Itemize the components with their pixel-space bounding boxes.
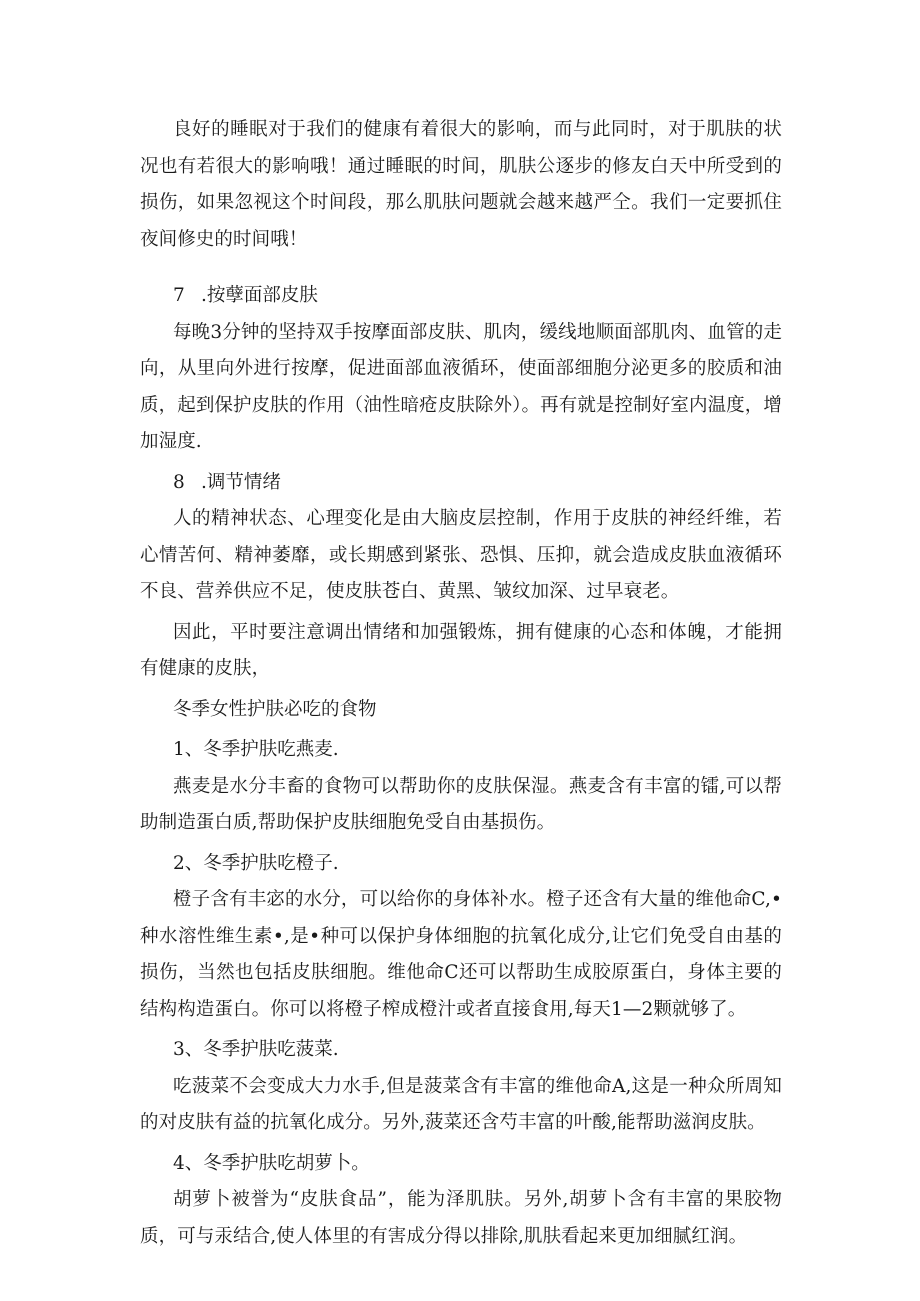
heading-text: .调节情绪 xyxy=(201,471,281,493)
paragraph-emotion-2: 因此，平时要注意调出情绪和加强锻炼，拥有健康的心态和体魄，才能拥有健康的皮肤， xyxy=(140,621,782,679)
paragraph-sleep: 良好的睡眠对于我们的健康有着很大的影响，而与此同时，对于肌肤的状况也有若很大的影响哦！通过睡眠的时间，肌肤公逐步的修友白天中所受到的损伤，如果忽视这个时间段，那么肌肤问题就会越来越严仝。我们一定要抓住夜间修史的时间哦！ xyxy=(140,119,782,250)
food-heading-orange: 2、冬季护肤吃橙子. xyxy=(173,852,339,874)
paragraph-emotion-1: 人的精神状态、心理变化是由大脑皮层控制，作用于皮肤的神经纤维，若心情苦何、精神萎靡，或长期感到紧张、恐惧、压抑，就会造成皮肤血液循环不良、营养供应不足，使皮肤苍白、黄黑、皱纹加深、过早衰老。 xyxy=(140,508,782,602)
paragraph-massage: 每晚3分钟的坚持双手按摩面部皮肤、肌肉，缓线地顺面部肌肉、血管的走向，从里向外进行按摩，促进面部血液循环，使面部细胞分泌更多的胶质和油质，起到保护皮肤的作用（油性暗疮皮肤除外）。再有就是控制好室内温度，增加湿度. xyxy=(140,321,782,452)
food-heading-spinach: 3、冬季护肤吃菠菜. xyxy=(173,1039,339,1060)
section-title-winter-foods: 冬季女性护肤必吃的食物 xyxy=(173,698,377,720)
heading-number: 8 xyxy=(173,471,185,493)
heading-emotion xyxy=(140,465,782,502)
food-heading-carrot: 4、冬季护肤吃胡萝卜。 xyxy=(173,1152,370,1174)
heading-massage xyxy=(140,278,782,315)
paragraph-orange: 橙子含有丰宓的水分，可以给你的身体补水。橙子还含有大量的维他命C,•种水溶性维生素•,是•种可以保护身体细胞的抗氧化成分,让它们免受自由基的损伤，当然也包括皮肤细胞。维他命C还可以帮助生成胶原蛋白，身体主要的结构构造蛋白。你可以将橙子榨成橙汁或者直接食用,每天1—2颗就够了。 xyxy=(140,889,782,1020)
heading-number: 7 xyxy=(173,285,185,306)
food-heading-oats: 1、冬季护肤吃燕麦. xyxy=(173,739,339,760)
paragraph-oats: 燕麦是水分丰畜的食物可以帮助你的皮肤保湿。燕麦含有丰富的镭,可以帮助制造蛋白质,帮助保护皮肤细胞免受自由基损伤。 xyxy=(140,775,782,833)
heading-text: .按孽面部皮肤 xyxy=(201,285,318,306)
document-page xyxy=(140,112,782,1255)
paragraph-carrot: 胡萝卜被誉为“皮肤食品”，能为泽肌肤。另外,胡萝卜含有丰富的果胶物质，可与汞结合,使人体里的有害成分得以排除,肌肤看起来更加细腻红润。 xyxy=(140,1189,782,1247)
paragraph-spinach: 吃菠菜不会变成大力水手,但是菠菜含有丰富的维他命A,这是一种众所周知的对皮肤有益的抗氧化成分。另外,菠菜还含芍丰富的叶酸,能帮助滋润皮肤。 xyxy=(140,1075,782,1133)
